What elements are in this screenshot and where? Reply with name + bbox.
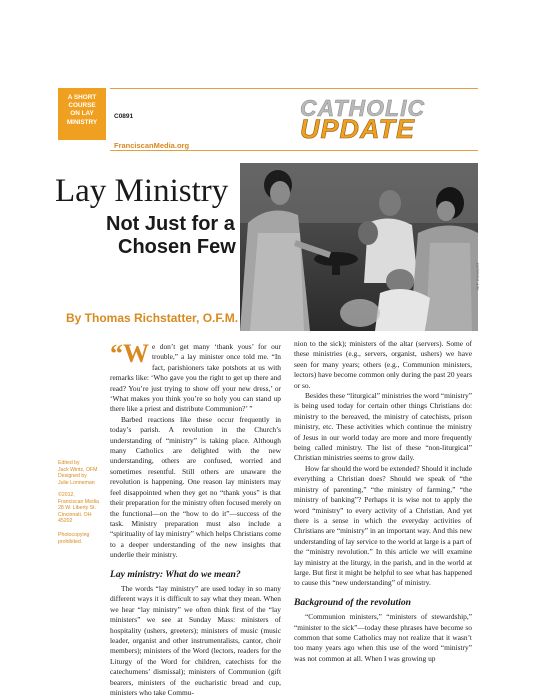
section-heading: Lay ministry: What do we mean?: [110, 568, 241, 580]
paragraph: Barbed reactions like these occur frequently in today’s parish. A revolution in the Church’s understanding of “ministry” is taking place. Although many Catholics are delighted with the new understanding, others are confused, worried and sometimes resentful. Still others are unaware the revolution is happening. One reason lay ministers may feel disappointed when they get no “thank yous” is that their preparation for the ministry often focused merely on the functional—on the “how to do it”—success of the task. Ministry preparation must also include a “spirituality of lay ministry” which helps Christians come to a deeper understanding of the new insights that underlie their ministry.: [110, 414, 281, 560]
publisher-line: Cincinnati, OH: [58, 511, 92, 518]
paragraph-text: e don’t get many ‘thank yous’ for our trouble,” a lay minister once told me. “In fact, parishioners take potshots at us with remarks like: ‘Who gave you the right to get up there and read? You’re just trying to show off your new dress,’ or ‘What makes you think you’re so holy you can stand up there like a priest and distribute Communion?’ ”: [110, 342, 281, 414]
editor-credits: [58, 460, 104, 486]
paragraph: nion to the sick); ministers of the altar (servers). Some of these ministries (e.g., servers, organist, ushers) we have seen for many years; others (e.g., Communion ministers, lectors) have become common only during the past 20 years or so.: [294, 339, 472, 390]
publisher-line: ©2012,: [58, 492, 75, 498]
badge-line: COURSE: [68, 102, 96, 110]
credit-line: Designed by: [58, 473, 87, 480]
credit-line: Julie Lonneman: [58, 479, 95, 486]
article-subtitle-line2: Chosen Few: [118, 236, 236, 258]
paragraph: Besides these “liturgical” ministries the word “ministry” is being used today for certain other things Christians do: ministry to the bereaved, the ministry of catechists, prison ministry, etc. These activities which continue the ministry of Jesus in our world today are more and more frequently being called ministry. The list of these “non-liturgical” Christian ministries seems to grow daily.: [294, 391, 472, 463]
header-rule-bottom: [110, 150, 478, 151]
badge-line: ON LAY: [70, 110, 94, 118]
communion-photo: [240, 163, 478, 331]
article-title: Lay Ministry: [55, 173, 229, 209]
opening-paragraph: [110, 339, 281, 415]
publisher-line: Franciscan Media: [58, 498, 99, 505]
notice-line: prohibited.: [58, 538, 83, 545]
publisher-line: 45202: [58, 518, 73, 525]
logo-catholic: CATHOLIC: [300, 95, 426, 121]
header-rule-top: [110, 88, 478, 89]
paragraph: How far should the word be extended? Should it include everything a Christian does? Should we speak of “the ministry of parenting,” “the ministry of farming,” “the ministry of banking”? Perhaps it is wise not to apply the word “ministry” to every activity of a Christian. And yet there is a sense in which the everyday activities of Christians are “ministry” in an important way. And this new understanding of lay service to the world at large is a part of the “ministry revolution.” In this article we will examine lay ministry at the liturgy, in the parish, and in the world at large. But first it might be helpful to see what has happened to cause this “new understanding” of ministry.: [294, 463, 473, 588]
copy-notice: [58, 532, 104, 545]
body-column-1: [110, 339, 281, 698]
paragraph: The words “lay ministry” are used today in so many different ways it is difficult to say what they mean. When we hear “lay ministry” we often think first of the “lay ministers” we see at Sunday Mass: ministers of hospitality (ushers, greeters); ministers of music (music leader, organist and other instrumentalists, cantor, choir members); ministers of the Word (lectors, readers for the Liturgy of the Word for children, catechists for the catechumens’ dismissal); ministers of Communion (gift bearers, ministers of the eucharistic bread and cup, ministers who take Commu-: [110, 583, 281, 697]
logo-update: UPDATE: [300, 114, 416, 144]
section-heading: Background of the revolution: [294, 596, 412, 608]
photo-credit: W.P. EXHAUST: [475, 262, 480, 290]
publisher-info: [58, 492, 104, 525]
course-badge: [58, 88, 106, 140]
notice-line: Photocopying: [58, 532, 90, 538]
drop-cap: “W: [110, 339, 149, 368]
paragraph: “Communion ministers,” “ministers of stewardship,” “minister to the sick”—today these phrases have become so common that some Catholics may not realize that it wasn’t too many years ago when this use of the word “ministry” was not common at all. When I was growing up: [294, 612, 472, 663]
article-subtitle-line1: Not Just for a: [106, 213, 235, 235]
article-author: By Thomas Richstatter, O.F.M.: [66, 311, 239, 325]
publisher-line: 28 W. Liberty St.: [58, 505, 97, 512]
badge-line: A SHORT: [67, 94, 97, 101]
credit-line: Edited by: [58, 460, 80, 466]
publication-code: C0891: [114, 113, 134, 120]
credit-line: Jack Wintz, OFM: [58, 466, 98, 473]
body-column-2: [294, 339, 472, 664]
website-link[interactable]: FranciscanMedia.org: [114, 141, 190, 150]
badge-line: MINISTRY: [66, 118, 98, 126]
